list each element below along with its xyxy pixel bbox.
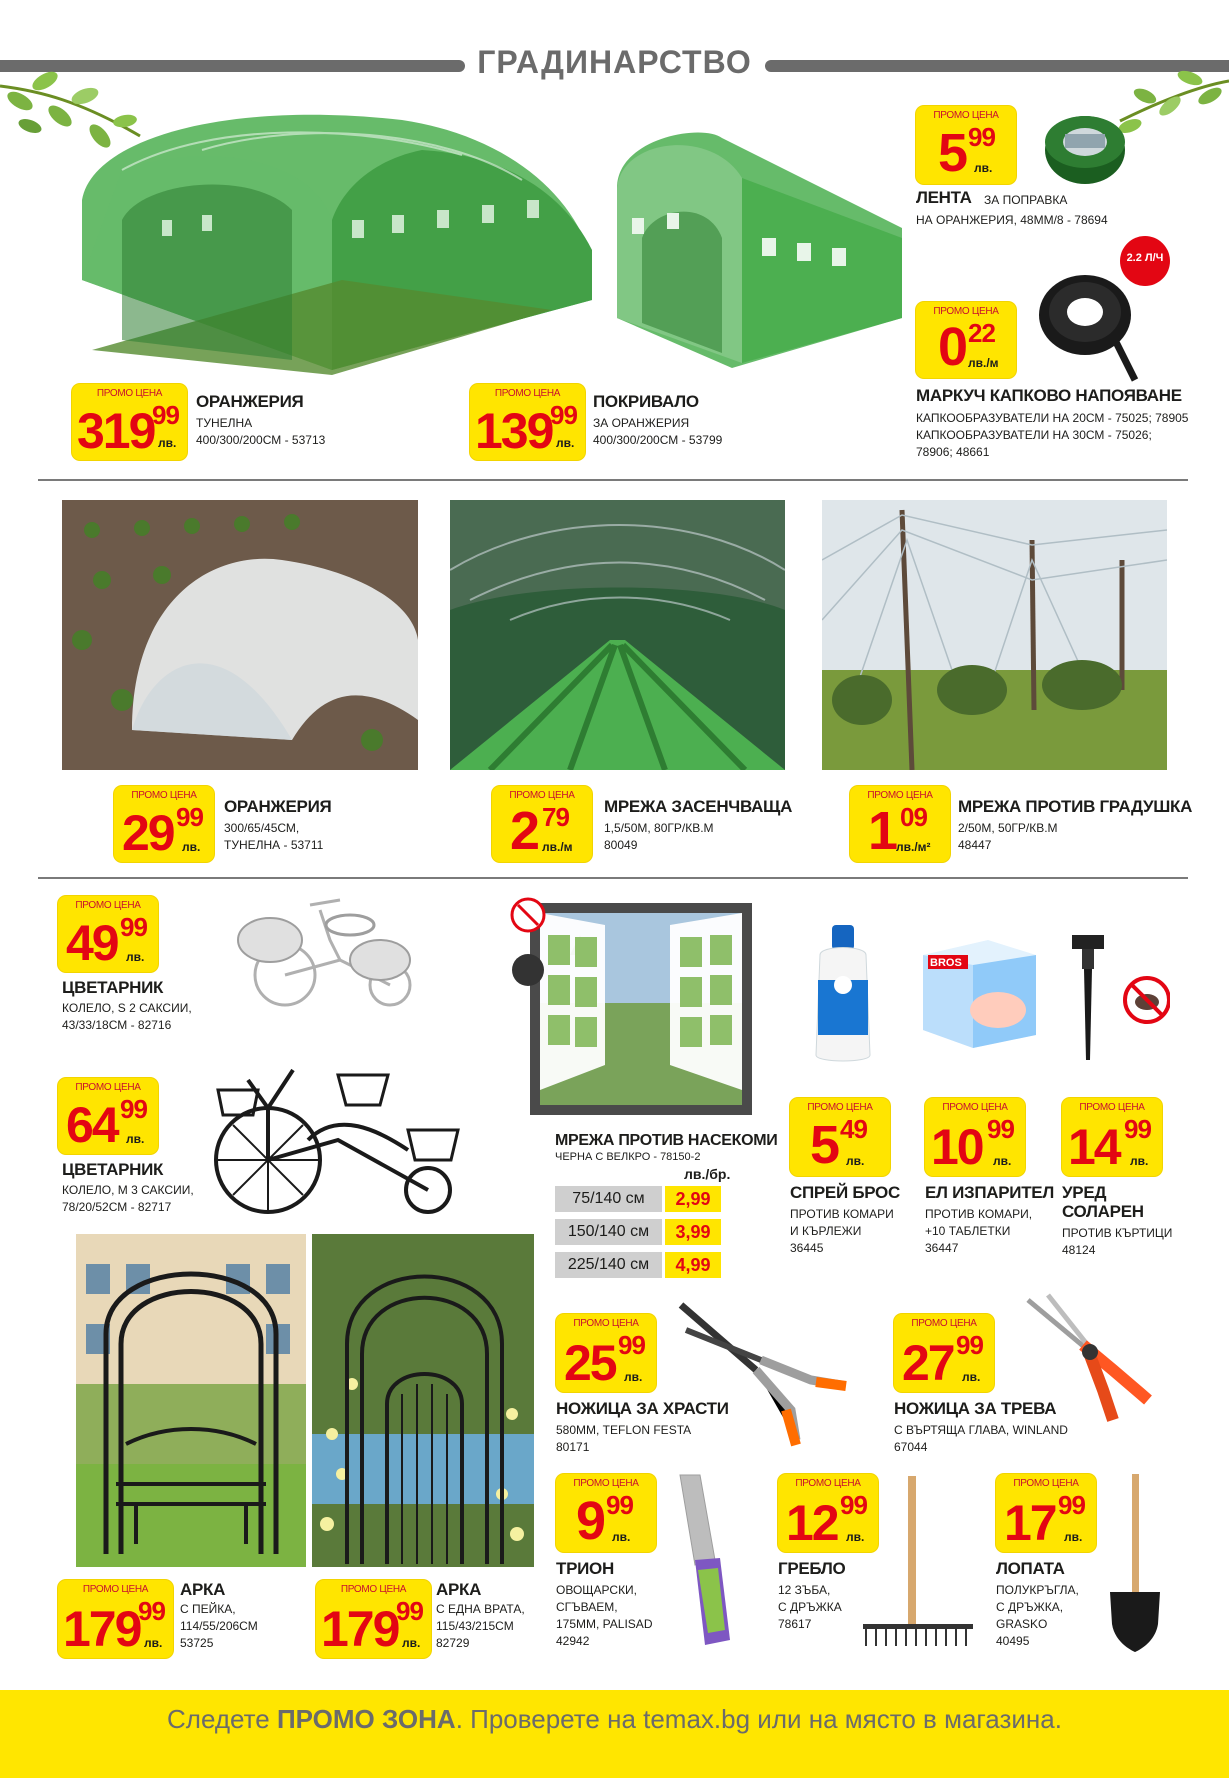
arch-with-door-image: [312, 1234, 534, 1567]
price-integer: 2: [510, 801, 539, 861]
white-bicycle-planter-image: [230, 890, 430, 1010]
brand-text: BROS: [930, 957, 962, 969]
product-description: ОВОЩАРСКИ, СГЪВАЕМ, 175ММ, PALISAD 42942: [556, 1583, 653, 1648]
promo-label: ПРОМО ЦЕНА: [867, 790, 933, 801]
price-integer: 14: [1068, 1119, 1120, 1175]
product-description: 1,5/50М, 80ГР/КВ.М 80049: [604, 821, 714, 852]
promo-label: ПРОМО ЦЕНА: [795, 1478, 861, 1489]
promo-label: ПРОМО ЦЕНА: [340, 1584, 407, 1595]
promo-label: ПРОМО ЦЕНА: [573, 1478, 639, 1489]
price-decimal: 22: [968, 318, 995, 348]
promo-label: ПРОМО ЦЕНА: [807, 1102, 873, 1113]
price-decimal: 99: [120, 912, 147, 942]
price-badge-solar: [1062, 1098, 1162, 1176]
price-currency: лв.: [624, 1370, 643, 1384]
flow-rate-text: 2.2 Л/Ч: [1126, 252, 1164, 264]
price-badge-drip-hose: [916, 302, 1016, 378]
product-description: 300/65/45СМ, ТУНЕЛНА - 53711: [224, 821, 324, 852]
product-description: НА ОРАНЖЕРИЯ, 48ММ/8 - 78694: [916, 213, 1108, 227]
promo-label: ПРОМО ЦЕНА: [1013, 1478, 1079, 1489]
table-row: [555, 1252, 725, 1278]
price-currency: лв./м: [968, 356, 999, 370]
price-decimal: 99: [1058, 1490, 1085, 1520]
section-divider: [38, 877, 1188, 879]
promo-label: ПРОМО ЦЕНА: [82, 1584, 149, 1595]
price-badge-planter-medium: [58, 1078, 158, 1154]
product-description: ПОЛУКРЪГЛА, С ДРЪЖКА, GRASKO 40495: [996, 1583, 1079, 1648]
price-currency: лв.: [556, 436, 575, 450]
price-decimal: 99: [1124, 1114, 1151, 1144]
price-badge-evaporator: [925, 1098, 1025, 1176]
price-integer: 9: [576, 1491, 605, 1551]
shovel-image: [1100, 1474, 1170, 1654]
price-currency: лв.: [846, 1154, 865, 1168]
product-description: ЗА ОРАНЖЕРИЯ 400/300/200СМ - 53799: [593, 416, 723, 447]
price-currency: лв.: [126, 1132, 145, 1146]
size-cell: 75/140 см: [555, 1186, 662, 1212]
product-description: 2/50М, 50ГР/КВ.М 48447: [958, 821, 1058, 852]
product-title: МРЕЖА ПРОТИВ ГРАДУШКА: [958, 797, 1193, 816]
price-integer: 10: [931, 1119, 983, 1175]
price-badge-hedge-shears: [556, 1314, 656, 1392]
size-cell: 150/140 см: [555, 1219, 662, 1245]
black-bicycle-planter-image: [208, 1050, 478, 1220]
price-badge-greenhouse-tunnel: [72, 384, 187, 460]
product-description: С ЕДНА ВРАТА, 115/43/215СМ 82729: [436, 1602, 525, 1650]
product-description: ТУНЕЛНА 400/300/200СМ - 53713: [196, 416, 326, 447]
price-currency: лв.: [993, 1154, 1012, 1168]
price-integer: 12: [786, 1495, 838, 1551]
price-integer: 1: [868, 801, 897, 861]
price-integer: 27: [902, 1335, 954, 1391]
price-currency: лв.: [126, 950, 145, 964]
product-description: 580ММ, TEFLON FESTA 80171: [556, 1423, 692, 1454]
price-currency: лв./м: [542, 840, 573, 854]
price-badge-small-greenhouse: [114, 786, 214, 862]
product-title: СПРЕЙ БРОС: [790, 1183, 900, 1202]
product-title: ПОКРИВАЛО: [593, 392, 699, 411]
product-title: ОРАНЖЕРИЯ: [196, 392, 304, 411]
product-title: ЕЛ ИЗПАРИТЕЛ: [925, 1183, 1054, 1202]
price-currency: лв.: [612, 1530, 631, 1544]
price-integer: 179: [321, 1601, 399, 1657]
table-row: [555, 1186, 725, 1212]
price-decimal: 99: [618, 1330, 645, 1360]
product-description: КАПКООБРАЗУВАТЕЛИ НА 20СМ - 75025; 78905 КАПКООБРАЗУВАТЕЛИ НА 30СМ - 75026; 78906; 48661: [916, 411, 1189, 459]
price-decimal: 99: [138, 1596, 165, 1626]
price-currency: лв.: [158, 436, 177, 450]
price-badge-hail-net: [850, 786, 950, 862]
price-badge-planter-small: [58, 896, 158, 972]
price-decimal: 99: [152, 400, 179, 430]
product-title: ТРИОН: [556, 1559, 614, 1578]
product-title: АРКА: [436, 1580, 482, 1599]
unit-label: лв./бр.: [684, 1166, 731, 1182]
price-decimal: 99: [840, 1490, 867, 1520]
table-row: [555, 1219, 725, 1245]
price-integer: 17: [1004, 1495, 1056, 1551]
promo-label: ПРОМО ЦЕНА: [933, 306, 999, 317]
price-integer: 64: [66, 1097, 118, 1153]
price-badge-spray: [790, 1098, 890, 1176]
footer-prefix: Следете: [167, 1704, 277, 1734]
hedge-shears-image: [676, 1300, 851, 1450]
spray-bottle-image: [812, 925, 874, 1065]
product-title: АРКА: [180, 1580, 226, 1599]
price-integer: 5: [810, 1115, 839, 1175]
price-integer: 319: [77, 403, 155, 459]
price-badge-arch-door: [316, 1580, 431, 1658]
product-title: НОЖИЦА ЗА ТРЕВА: [894, 1399, 1057, 1418]
price-cell: 4,99: [665, 1252, 721, 1278]
price-integer: 5: [938, 123, 967, 183]
price-integer: 25: [564, 1335, 616, 1391]
product-title: ЦВЕТАРНИК: [62, 1160, 164, 1179]
product-title: МРЕЖА ПРОТИВ НАСЕКОМИ: [555, 1132, 778, 1149]
greenhouse-cover-image: [612, 118, 907, 373]
product-title: ЦВЕТАРНИК: [62, 978, 164, 997]
price-decimal: 79: [542, 802, 569, 832]
price-integer: 49: [66, 915, 118, 971]
price-badge-arch-bench: [58, 1580, 173, 1658]
product-description: КОЛЕЛО, S 2 САКСИИ, 43/33/18СМ - 82716: [62, 1001, 192, 1032]
footer-text: [0, 1694, 1229, 1744]
arch-with-bench-image: [76, 1234, 306, 1567]
price-decimal: 49: [840, 1114, 867, 1144]
drip-hose-image: [1035, 270, 1145, 385]
price-badge-shovel: [996, 1474, 1096, 1552]
price-currency: лв.: [974, 161, 993, 175]
promo-label: ПРОМО ЦЕНА: [573, 1318, 639, 1329]
shade-net-image: [450, 500, 785, 770]
promo-label: ПРОМО ЦЕНА: [75, 1082, 141, 1093]
price-decimal: 99: [120, 1094, 147, 1124]
price-integer: 139: [475, 403, 553, 459]
product-title: ОРАНЖЕРИЯ: [224, 797, 332, 816]
section-divider: [38, 479, 1188, 481]
promo-label: ПРОМО ЦЕНА: [942, 1102, 1008, 1113]
repair-tape-image: [1040, 110, 1130, 190]
insect-net-window-image: [510, 895, 765, 1120]
hail-net-image: [822, 500, 1167, 770]
price-decimal: 09: [900, 802, 927, 832]
price-cell: 3,99: [665, 1219, 721, 1245]
size-cell: 225/140 см: [555, 1252, 662, 1278]
product-description: 12 ЗЪБА, С ДРЪЖКА 78617: [778, 1583, 842, 1631]
insect-net-price-table: [555, 1186, 725, 1286]
product-title: УРЕД СОЛАРЕН: [1062, 1183, 1144, 1221]
product-description: КОЛЕЛО, М 3 САКСИИ, 78/20/52СМ - 82717: [62, 1183, 194, 1214]
footer-suffix: . Проверете на temax.bg или на място в магазина.: [455, 1704, 1062, 1734]
price-badge-grass-shears: [894, 1314, 994, 1392]
price-currency: лв./м²: [896, 840, 931, 854]
price-cell: 2,99: [665, 1186, 721, 1212]
product-description: ПРОТИВ КОМАРИ И КЪРЛЕЖИ 36445: [790, 1207, 894, 1255]
bros-evaporator-box-image: [918, 935, 1038, 1050]
product-title: ЛЕНТА: [916, 188, 972, 207]
footer-promo-zone: ПРОМО ЗОНА: [276, 1704, 456, 1734]
price-integer: 0: [938, 317, 967, 377]
price-currency: лв.: [182, 840, 201, 854]
price-decimal: 99: [606, 1490, 633, 1520]
promo-label: ПРОМО ЦЕНА: [509, 790, 575, 801]
promo-label: ПРОМО ЦЕНА: [911, 1318, 977, 1329]
rake-image: [858, 1476, 978, 1651]
promo-label: ПРОМО ЦЕНА: [131, 790, 197, 801]
product-description: С ПЕЙКА, 114/55/206СМ 53725: [180, 1602, 258, 1650]
price-integer: 179: [63, 1601, 141, 1657]
promo-label: ПРОМО ЦЕНА: [1079, 1102, 1145, 1113]
price-currency: лв.: [846, 1530, 865, 1544]
pruning-saw-image: [670, 1470, 740, 1650]
price-badge-tape: [916, 106, 1016, 184]
product-title: НОЖИЦА ЗА ХРАСТИ: [556, 1399, 729, 1418]
price-decimal: 99: [550, 400, 577, 430]
promo-label: ПРОМО ЦЕНА: [75, 900, 141, 911]
price-badge-shade-net: [492, 786, 592, 862]
page-title: ГРАДИНАРСТВО: [477, 44, 752, 80]
price-badge-cover: [470, 384, 585, 460]
greenhouse-tunnel-image: [62, 100, 592, 380]
price-currency: лв.: [402, 1636, 421, 1650]
price-integer: 29: [122, 805, 174, 861]
product-title: МРЕЖА ЗАСЕНЧВАЩА: [604, 797, 793, 816]
product-description: С ВЪРТЯЩА ГЛАВА, WINLAND 67044: [894, 1423, 1068, 1454]
price-currency: лв.: [144, 1636, 163, 1650]
solar-repeller-image: [1070, 935, 1170, 1065]
small-greenhouse-image: [62, 500, 418, 770]
product-title: ЛОПАТА: [996, 1559, 1065, 1578]
price-decimal: 99: [956, 1330, 983, 1360]
product-title-suffix: ЗА ПОПРАВКА: [984, 193, 1068, 207]
price-decimal: 99: [176, 802, 203, 832]
price-currency: лв.: [1130, 1154, 1149, 1168]
product-description: ПРОТИВ КОМАРИ, +10 ТАБЛЕТКИ 36447: [925, 1207, 1033, 1255]
product-description: ЧЕРНА С ВЕЛКРО - 78150-2: [555, 1151, 701, 1163]
price-decimal: 99: [396, 1596, 423, 1626]
promo-label: ПРОМО ЦЕНА: [494, 388, 561, 399]
price-badge-saw: [556, 1474, 656, 1552]
product-title: ГРЕБЛО: [778, 1559, 846, 1578]
promo-label: ПРОМО ЦЕНА: [933, 110, 999, 121]
price-currency: лв.: [1064, 1530, 1083, 1544]
promo-label: ПРОМО ЦЕНА: [96, 388, 163, 399]
price-decimal: 99: [987, 1114, 1014, 1144]
price-decimal: 99: [968, 122, 995, 152]
product-description: ПРОТИВ КЪРТИЦИ 48124: [1062, 1226, 1173, 1257]
product-title: МАРКУЧ КАПКОВО НАПОЯВАНЕ: [916, 386, 1182, 405]
price-currency: лв.: [962, 1370, 981, 1384]
